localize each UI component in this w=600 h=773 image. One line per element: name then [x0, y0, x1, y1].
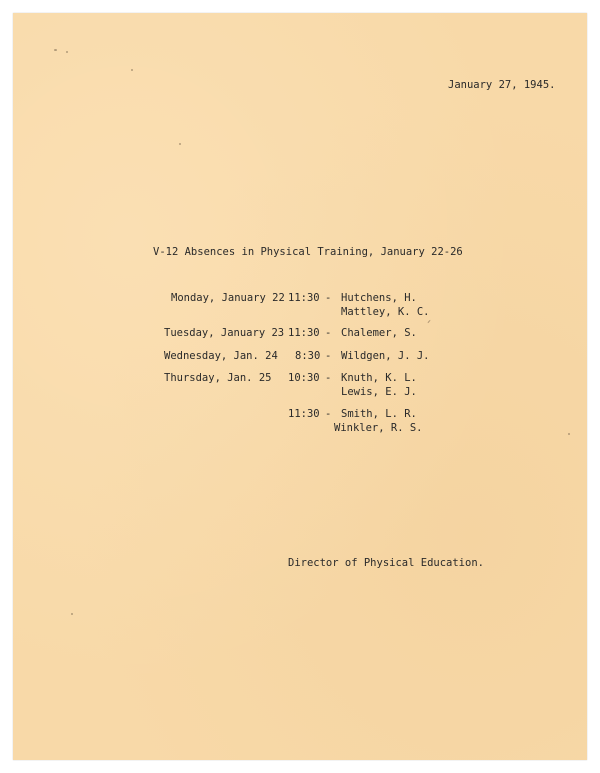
document-date: January 27, 1945.: [448, 79, 556, 91]
paper-speck: [179, 143, 181, 145]
entry-dash: -: [325, 350, 332, 362]
paper-speck: [66, 51, 68, 53]
entry-time: 11:30: [288, 292, 320, 304]
entry-name: Lewis, E. J.: [341, 386, 417, 398]
entry-name: Wildgen, J. J.: [341, 350, 430, 362]
entry-dash: -: [325, 292, 332, 304]
entry-name: Mattley, K. C.: [341, 306, 430, 318]
entry-day: Tuesday, January 23: [164, 327, 285, 339]
entry-time: 11:30: [288, 327, 320, 339]
document-page: [13, 13, 587, 760]
paper-speck: [131, 69, 133, 71]
signature: Director of Physical Education.: [288, 557, 484, 569]
entry-name: Chalemer, S.: [341, 327, 417, 339]
document-title: V-12 Absences in Physical Training, January 22-26: [153, 246, 463, 258]
entry-day: Thursday, Jan. 25: [164, 372, 272, 384]
paper-speck: [427, 320, 430, 324]
entry-dash: -: [325, 408, 332, 420]
entry-time: 11:30: [288, 408, 320, 420]
paper-speck: [71, 613, 73, 615]
entry-time: 8:30: [295, 350, 321, 362]
paper-speck: [568, 433, 570, 435]
paper-speck: [54, 49, 57, 51]
entry-name: Hutchens, H.: [341, 292, 417, 304]
entry-dash: -: [325, 327, 332, 339]
entry-time: 10:30: [288, 372, 320, 384]
entry-dash: -: [325, 372, 332, 384]
entry-day: Monday, January 22: [171, 292, 285, 304]
entry-name: Winkler, R. S.: [334, 422, 423, 434]
entry-name: Smith, L. R.: [341, 408, 417, 420]
entry-name: Knuth, K. L.: [341, 372, 417, 384]
entry-day: Wednesday, Jan. 24: [164, 350, 278, 362]
